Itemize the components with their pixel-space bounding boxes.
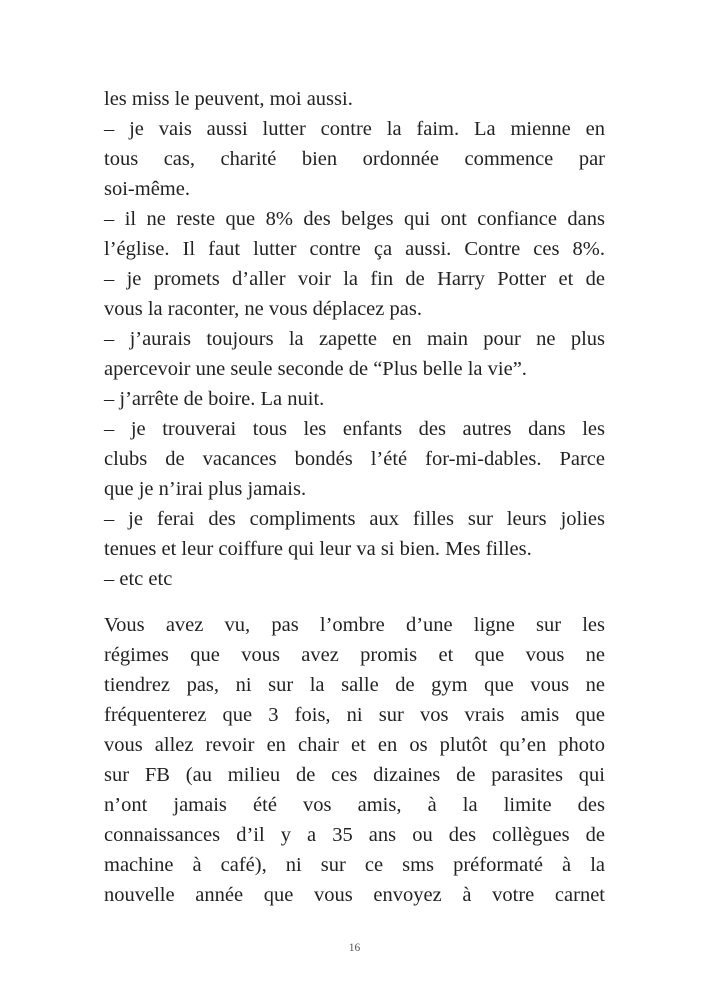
text-line: l’église. Il faut lutter contre ça aussi. Contre ces 8%. [104,238,605,260]
text-line: apercevoir une seule seconde de “Plus belle la vie”. [104,358,527,380]
text-line: – j’arrête de boire. La nuit. [104,388,325,410]
text-line: tenues et leur coiffure qui leur va si bien. Mes filles. [104,538,532,560]
page-body [104,84,605,910]
text-line: les miss le peuvent, moi aussi. [104,88,353,110]
text-line: vous la raconter, ne vous déplacez pas. [104,298,422,320]
text-line: régimes que vous avez promis et que vous ne [104,644,605,666]
text-line: connaissances d’il y a 35 ans ou des collègues de [104,824,605,846]
text-line: que je n’irai plus jamais. [104,478,307,500]
text-line: tiendrez pas, ni sur la salle de gym que vous ne [104,674,605,696]
text-line: machine à café), ni sur ce sms préformaté à la [104,854,605,876]
text-line: – je trouverai tous les enfants des autres dans les [104,418,605,440]
page-number: 16 [348,942,361,954]
text-line: – j’aurais toujours la zapette en main pour ne plus [104,328,605,350]
paragraph-gap [104,594,605,610]
text-line: – je vais aussi lutter contre la faim. La mienne en [104,118,605,140]
text-line: n’ont jamais été vos amis, à la limite des [104,794,605,816]
paragraph-block [104,610,605,910]
text-line: sur FB (au milieu de ces dizaines de parasites qui [104,764,605,786]
text-line: – etc etc [104,568,173,590]
text-line: vous allez revoir en chair et en os plutôt qu’en photo [104,734,605,756]
text-line: – je promets d’aller voir la fin de Harry Potter et de [104,268,605,290]
text-line: soi-même. [104,178,190,200]
text-line: fréquenterez que 3 fois, ni sur vos vrais amis que [104,704,605,726]
text-line: Vous avez vu, pas l’ombre d’une ligne sur les [104,614,605,636]
text-line: tous cas, charité bien ordonnée commence par [104,148,605,170]
text-line: – il ne reste que 8% des belges qui ont confiance dans [104,208,605,230]
list-block [104,84,605,594]
text-line: clubs de vacances bondés l’été for-mi-dables. Parce [104,448,605,470]
text-line: nouvelle année que vous envoyez à votre carnet [104,884,605,906]
text-line: – je ferai des compliments aux filles sur leurs jolies [104,508,605,530]
